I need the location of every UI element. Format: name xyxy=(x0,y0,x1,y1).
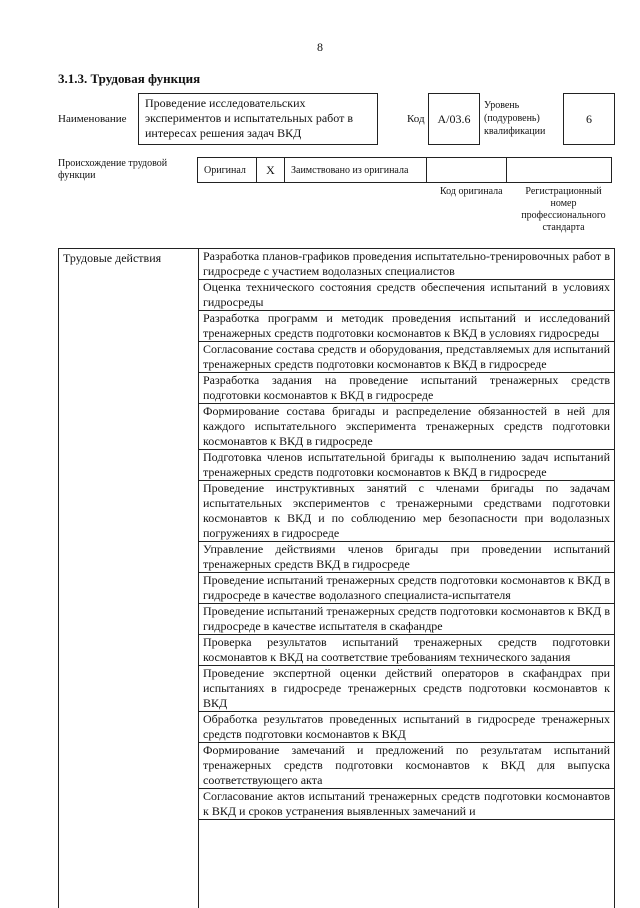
labor-action-row: Проведение экспертной оценки действий операторов в скафандрах при испытаниях в гидросреде тренажерных средств подготовки космонавтов к ВКД xyxy=(199,666,614,712)
labor-action-row: Разработка задания на проведение испытаний тренажерных средств подготовки космонавтов к ВКД в гидросреде xyxy=(199,373,614,404)
level-label: Уровень (подуровень) квалификации xyxy=(484,100,546,137)
labor-action-row: Проведение инструктивных занятий с членами бригады по задачам испытательных экспериментов с тренажерными средствами подготовки космонавтов к ВКД и по соблюдению мер безопасности при водолазных погружениях в гидросреде xyxy=(199,481,614,542)
labor-action-row: Управление действиями членов бригады при проведении испытаний тренажерных средств ВКД в гидросреде xyxy=(199,542,614,573)
labor-action-row: Проведение испытаний тренажерных средств подготовки космонавтов к ВКД в гидросреде в качестве испытателя в скафандре xyxy=(199,604,614,635)
page-number: 8 xyxy=(317,40,323,54)
code-value: А/03.6 xyxy=(428,93,480,145)
name-value: Проведение исследовательских экспериментов и испытательных работ в интересах решения задач ВКД xyxy=(138,93,378,145)
reg-number-label: Регистрационный номер профессионального стандарта xyxy=(521,186,606,233)
labor-action-row: Согласование состава средств и оборудования, представляемых для испытаний тренажерных средств подготовки космонавтов к ВКД в гидросреде xyxy=(199,342,614,373)
borrowed-label-cell xyxy=(285,157,427,183)
level-value: 6 xyxy=(563,93,615,145)
original-label-cell xyxy=(197,157,257,183)
labor-action-row: Подготовка членов испытательной бригады к выполнению задач испытаний тренажерных средств подготовки космонавтов к ВКД в гидросреде xyxy=(199,450,614,481)
section-title: 3.1.3. Трудовая функция xyxy=(58,71,201,86)
borrowed-label: Заимствовано из оригинала xyxy=(291,164,409,176)
labor-action-row: Разработка программ и методик проведения испытаний и исследований тренажерных средств подготовки космонавтов к ВКД в условиях гидросреды xyxy=(199,311,614,342)
original-label: Оригинал xyxy=(204,164,246,176)
original-mark: X xyxy=(266,162,275,177)
labor-action-row: Проверка результатов испытаний тренажерных средств подготовки космонавтов к ВКД на соответствие требованиям технического задания xyxy=(199,635,614,666)
original-code-cell xyxy=(427,157,507,183)
labor-action-row: Оценка технического состояния средств обеспечения испытаний в условиях гидросреды xyxy=(199,280,614,311)
labor-actions-table xyxy=(58,248,615,908)
origin-label: Происхождение трудовой функции xyxy=(58,158,168,181)
reg-number-cell xyxy=(507,157,612,183)
original-code-label: Код оригинала xyxy=(440,186,503,197)
labor-actions-list xyxy=(199,249,614,820)
labor-actions-header: Трудовые действия xyxy=(59,249,199,908)
labor-action-row: Формирование замечаний и предложений по результатам испытаний тренажерных средств подготовки космонавтов к ВКД для выпуска соответствующего акта xyxy=(199,743,614,789)
code-label: Код xyxy=(407,113,425,125)
original-mark-cell xyxy=(257,157,285,183)
labor-action-row: Проведение испытаний тренажерных средств подготовки космонавтов к ВКД в гидросреде в качестве водолазного специалиста-испытателя xyxy=(199,573,614,604)
labor-action-row: Формирование состава бригады и распределение обязанностей в ней для каждого испытательного эксперимента тренажерных средств подготовки космонавтов к ВКД в гидросреде xyxy=(199,404,614,450)
labor-action-row: Разработка планов-графиков проведения испытательно-тренировочных работ в гидросреде с участием водолазных специалистов xyxy=(199,249,614,280)
name-label: Наименование xyxy=(58,113,127,125)
labor-action-row: Обработка результатов проведенных испытаний в гидросреде тренажерных средств подготовки космонавтов к ВКД xyxy=(199,712,614,743)
origin-row xyxy=(197,157,612,183)
labor-action-row: Согласование актов испытаний тренажерных средств подготовки космонавтов к ВКД и сроков устранения выявленных замечаний и xyxy=(199,789,614,820)
